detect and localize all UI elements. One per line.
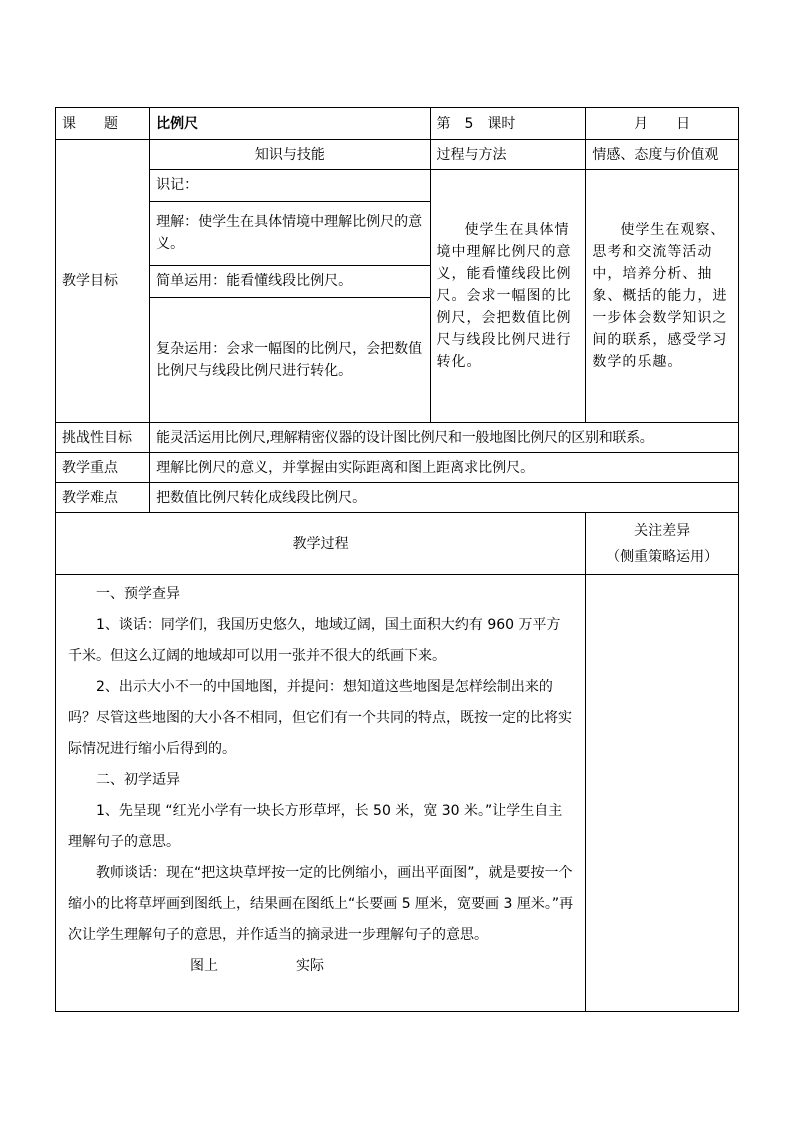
knowledge-item-recall: 识记： — [150, 170, 429, 201]
difficulty-row — [56, 483, 739, 513]
differences-notes-cell — [586, 575, 739, 1012]
knowledge-cell — [150, 170, 430, 423]
difficulty-value: 把数值比例尺转化成线段比例尺。 — [150, 483, 739, 513]
differences-title-cell — [586, 513, 739, 575]
knowledge-item-complex-apply: 复杂运用：会求一幅图的比例尺，会把数值比例尺与线段比例尺进行转化。 — [156, 340, 423, 379]
differences-title: 关注差异 — [634, 522, 691, 539]
process-goal-text: 使学生在具体情境中理解比例尺的意义，能看懂线段比例尺。会求一幅图的比例尺，会把数值比例尺与线段比例尺进行转化。 — [430, 170, 586, 423]
process-content — [56, 575, 586, 1012]
map-column-label: 图上 — [190, 958, 218, 974]
process-paragraph: 1、先呈现 “红光小学有一块长方形草坪，长 50 米，宽 30 米。”让学生自主理解句子的意思。 — [68, 803, 563, 850]
challenge-label: 挑战性目标 — [56, 423, 150, 453]
process-header-row — [56, 513, 739, 575]
emotion-value-title: 情感、态度与价值观 — [586, 140, 739, 170]
lesson-number: 第 5 课时 — [430, 108, 586, 140]
date-field: 月 日 — [586, 108, 739, 140]
challenge-value: 能灵活运用比例尺,理解精密仪器的设计图比例尺和一般地图比例尺的区别和联系。 — [150, 423, 739, 453]
goals-header-row — [56, 140, 739, 170]
knowledge-item-simple-apply: 简单运用：能看懂线段比例尺。 — [150, 265, 429, 297]
knowledge-list — [150, 170, 429, 422]
difficulty-label: 教学难点 — [56, 483, 150, 513]
key-point-row — [56, 453, 739, 483]
process-paragraph: 2、出示大小不一的中国地图，并提问：想知道这些地图是怎样绘制出来的吗？尽管这些地图的大小各不相同，但它们有一个共同的特点，既按一定的比将实际情况进行缩小后得到的。 — [68, 679, 572, 757]
process-title: 教学过程 — [56, 513, 586, 575]
lesson-plan-table — [55, 107, 739, 1012]
actual-column-label: 实际 — [296, 958, 324, 974]
strategy-subtitle: （侧重策略运用） — [606, 548, 719, 565]
comparison-table-header — [62, 951, 579, 982]
key-point-label: 教学重点 — [56, 453, 150, 483]
key-point-value: 理解比例尺的意义，并掌握由实际距离和图上距离求比例尺。 — [150, 453, 739, 483]
process-paragraph: 教师谈话：现在“把这块草坪按一定的比例缩小，画出平面图”，就是要按一个缩小的比将草坪画到图纸上，结果画在图纸上“长要画 5 厘米，宽要画 3 厘米。”再次让学生理解句子的意思，并作适当的摘录进一步理解句子的意思。 — [68, 865, 574, 943]
process-content-row — [56, 575, 739, 1012]
goals-content-row — [56, 170, 739, 423]
knowledge-skill-title: 知识与技能 — [150, 140, 430, 170]
subject-value: 比例尺 — [150, 108, 430, 140]
header-row — [56, 108, 739, 140]
section-heading-initial: 二、初学适异 — [96, 772, 180, 788]
goals-label: 教学目标 — [56, 140, 150, 423]
process-paragraph: 1、谈话：同学们，我国历史悠久，地域辽阔，国土面积大约有 960 万平方千米。但这么辽阔的地域却可以用一张并不很大的纸画下来。 — [68, 617, 561, 664]
knowledge-item-understand: 理解：使学生在具体情境中理解比例尺的意义。 — [150, 201, 429, 265]
section-heading-preview: 一、预学查异 — [96, 586, 180, 602]
subject-label: 课 题 — [56, 108, 150, 140]
emotion-goal-text: 使学生在观察、思考和交流等活动中，培养分析、抽象、概括的能力，进一步体会数学知识之间的联系，感受学习数学的乐趣。 — [586, 170, 739, 423]
process-method-title: 过程与方法 — [430, 140, 586, 170]
challenge-row — [56, 423, 739, 453]
